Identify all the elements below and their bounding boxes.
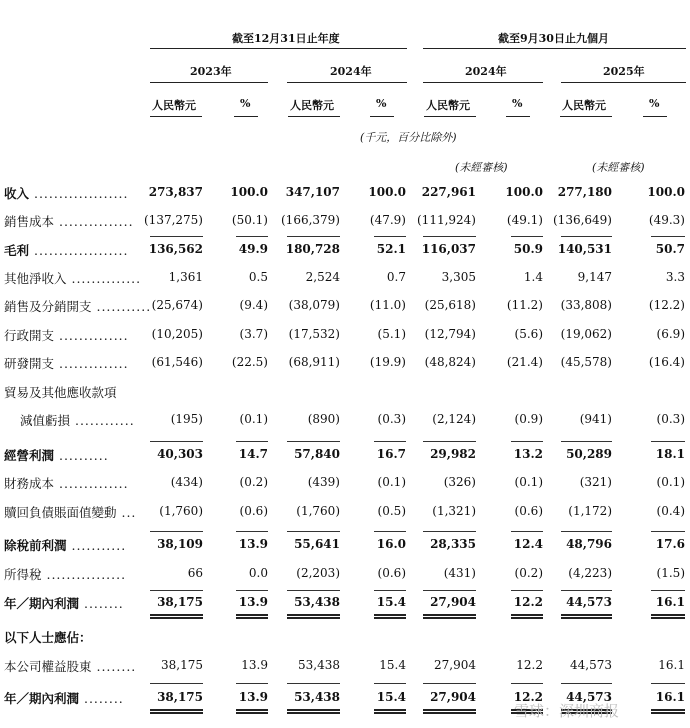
percent-cell: (0.3): [377, 412, 406, 426]
amount-cell: 55,641: [294, 537, 340, 551]
percent-cell: (12.2): [648, 298, 685, 312]
subtotal-rule: [511, 236, 543, 237]
amount-cell: 48,796: [566, 537, 612, 551]
percent-cell: (49.3): [648, 213, 685, 227]
subtotal-rule: [651, 236, 685, 237]
percent-cell: 100.0: [368, 185, 406, 199]
subtotal-rule: [236, 531, 268, 532]
nine-month-group-heading: 截至9月30日止九個月: [498, 32, 609, 45]
amount-cell: 38,175: [157, 690, 203, 704]
percent-cell: 15.4: [379, 658, 406, 672]
total-double-rule: [374, 614, 406, 619]
subtotal-rule: [287, 683, 340, 684]
subtotal-rule: [287, 590, 340, 591]
row-label: [4, 326, 129, 344]
amount-cell: (17,532): [288, 327, 340, 341]
row-label-text: 年／期內利潤: [4, 691, 80, 706]
percent-cell: (0.9): [514, 412, 543, 426]
row-label: [4, 657, 136, 675]
percent-cell: 100.0: [647, 185, 685, 199]
percent-cell: 49.9: [238, 242, 268, 256]
year-group-heading: 截至12月31日止年度: [232, 32, 340, 45]
header-underline: [370, 116, 394, 117]
amount-cell: 2,524: [305, 270, 340, 284]
header-underline: [234, 116, 258, 117]
row-label-text: 貿易及其他應收款項: [4, 385, 117, 400]
amount-cell: (321): [579, 475, 612, 489]
dot-leader: ............: [70, 413, 135, 428]
subtotal-rule: [287, 441, 340, 442]
subtotal-rule: [511, 531, 543, 532]
amount-cell: 40,303: [157, 447, 203, 461]
percent-heading: %: [240, 97, 251, 110]
header-underline: [643, 116, 667, 117]
total-double-rule: [423, 614, 476, 619]
row-label: [4, 446, 109, 464]
year-heading: 2023年: [190, 65, 232, 78]
percent-cell: (11.2): [506, 298, 543, 312]
subtotal-rule: [236, 236, 268, 237]
header-underline: [560, 116, 612, 117]
percent-cell: 16.1: [658, 658, 685, 672]
percent-cell: (47.9): [369, 213, 406, 227]
total-double-rule: [150, 614, 203, 619]
amount-cell: 180,728: [285, 242, 340, 256]
percent-cell: 13.9: [238, 537, 268, 551]
amount-cell: (2,124): [432, 412, 476, 426]
amount-cell: 136,562: [148, 242, 203, 256]
currency-heading: 人民幣元: [426, 99, 470, 112]
subtotal-rule: [150, 683, 203, 684]
percent-cell: (0.1): [656, 475, 685, 489]
total-double-rule: [374, 709, 406, 714]
amount-cell: (25,618): [424, 298, 476, 312]
percent-cell: 100.0: [230, 185, 268, 199]
percent-cell: (0.6): [377, 566, 406, 580]
dot-leader: ..............: [54, 476, 129, 491]
row-label: [4, 503, 136, 521]
row-label-text: 所得稅: [4, 567, 42, 582]
units-note: (千元，百分比除外): [360, 131, 457, 144]
percent-cell: 12.2: [513, 690, 543, 704]
percent-cell: 0.5: [248, 270, 268, 284]
subtotal-rule: [287, 236, 340, 237]
row-label: [4, 212, 134, 230]
row-label: [4, 689, 124, 707]
amount-cell: (136,649): [553, 213, 612, 227]
amount-cell: (61,546): [151, 355, 203, 369]
percent-cell: 13.9: [241, 658, 268, 672]
amount-cell: (1,172): [568, 504, 612, 518]
amount-cell: 44,573: [566, 690, 612, 704]
percent-cell: 50.9: [513, 242, 543, 256]
total-double-rule: [236, 614, 268, 619]
row-label: [4, 565, 126, 583]
percent-cell: 0.0: [248, 566, 268, 580]
dot-leader: ...........: [91, 299, 152, 314]
percent-cell: (9.4): [239, 298, 268, 312]
amount-cell: 116,037: [421, 242, 476, 256]
amount-cell: (12,794): [424, 327, 476, 341]
row-label-text: 收入: [4, 186, 30, 201]
percent-cell: 16.0: [376, 537, 406, 551]
row-label: [4, 297, 151, 315]
percent-cell: (50.1): [231, 213, 268, 227]
amount-cell: (38,079): [288, 298, 340, 312]
currency-heading: 人民幣元: [562, 99, 606, 112]
header-rule: [561, 82, 686, 83]
amount-cell: 3,305: [441, 270, 476, 284]
percent-cell: (16.4): [648, 355, 685, 369]
percent-cell: (6.9): [656, 327, 685, 341]
row-label-text: 銷售及分銷開支: [4, 299, 92, 314]
row-label-text: 研發開支: [4, 356, 55, 371]
unaudited-note: (未經審核): [592, 161, 645, 174]
percent-cell: 16.1: [655, 690, 685, 704]
total-double-rule: [150, 709, 203, 714]
total-double-rule: [651, 709, 685, 714]
amount-cell: (1,760): [296, 504, 340, 518]
header-underline: [424, 116, 476, 117]
subtotal-rule: [651, 531, 685, 532]
percent-cell: (5.1): [377, 327, 406, 341]
subtotal-rule: [150, 441, 203, 442]
total-double-rule: [511, 614, 543, 619]
subtotal-rule: [423, 683, 476, 684]
amount-cell: (19,062): [560, 327, 612, 341]
subtotal-rule: [374, 441, 406, 442]
percent-cell: (0.3): [656, 412, 685, 426]
amount-cell: 44,573: [570, 658, 612, 672]
total-double-rule: [287, 614, 340, 619]
percent-cell: (3.7): [239, 327, 268, 341]
percent-cell: (49.1): [506, 213, 543, 227]
total-double-rule: [287, 709, 340, 714]
amount-cell: (10,205): [151, 327, 203, 341]
percent-heading: %: [649, 97, 660, 110]
subtotal-rule: [236, 683, 268, 684]
total-double-rule: [651, 614, 685, 619]
amount-cell: (326): [443, 475, 476, 489]
dot-leader: ...........: [66, 538, 127, 553]
header-underline: [150, 116, 202, 117]
row-label-text: 行政開支: [4, 328, 55, 343]
row-label-text: 贖回負債賬面值變動: [4, 505, 117, 520]
dot-leader: ................: [41, 567, 127, 582]
percent-cell: 50.7: [655, 242, 685, 256]
percent-cell: (0.2): [239, 475, 268, 489]
subtotal-rule: [150, 531, 203, 532]
percent-cell: (1.5): [656, 566, 685, 580]
amount-cell: 27,904: [434, 658, 476, 672]
currency-heading: 人民幣元: [290, 99, 334, 112]
amount-cell: (166,379): [281, 213, 340, 227]
percent-cell: 13.2: [513, 447, 543, 461]
percent-cell: (0.6): [514, 504, 543, 518]
dot-leader: ..............: [54, 328, 129, 343]
amount-cell: 277,180: [557, 185, 612, 199]
header-rule: [423, 82, 543, 83]
row-label-text: 其他淨收入: [4, 271, 67, 286]
percent-cell: (0.4): [656, 504, 685, 518]
amount-cell: 227,961: [421, 185, 476, 199]
percent-cell: 12.2: [513, 595, 543, 609]
amount-cell: 38,175: [161, 658, 203, 672]
subtotal-rule: [561, 683, 612, 684]
amount-cell: (1,321): [432, 504, 476, 518]
header-underline: [506, 116, 530, 117]
amount-cell: 66: [187, 566, 203, 580]
dot-leader: ........: [79, 691, 124, 706]
amount-cell: 140,531: [557, 242, 612, 256]
amount-cell: 53,438: [294, 595, 340, 609]
row-label: [4, 536, 126, 554]
subtotal-rule: [561, 236, 612, 237]
row-label: [4, 474, 129, 492]
amount-cell: (25,674): [151, 298, 203, 312]
row-label: [4, 241, 128, 259]
percent-cell: (0.6): [239, 504, 268, 518]
percent-cell: (0.5): [377, 504, 406, 518]
row-label: [20, 411, 135, 429]
amount-cell: 27,904: [430, 690, 476, 704]
dot-leader: ...............: [54, 214, 134, 229]
subtotal-rule: [374, 590, 406, 591]
unaudited-note: (未經審核): [455, 161, 508, 174]
subtotal-rule: [423, 590, 476, 591]
row-label-text: 年／期內利潤: [4, 596, 80, 611]
percent-cell: (22.5): [231, 355, 268, 369]
amount-cell: 38,175: [157, 595, 203, 609]
amount-cell: 1,361: [168, 270, 203, 284]
subtotal-rule: [236, 590, 268, 591]
subtotal-rule: [651, 683, 685, 684]
amount-cell: 53,438: [298, 658, 340, 672]
percent-cell: (0.1): [514, 475, 543, 489]
row-label-text: 財務成本: [4, 476, 55, 491]
amount-cell: (111,924): [417, 213, 476, 227]
subtotal-rule: [651, 441, 685, 442]
percent-cell: (5.6): [514, 327, 543, 341]
percent-cell: 100.0: [505, 185, 543, 199]
amount-cell: 28,335: [430, 537, 476, 551]
percent-cell: 15.4: [376, 595, 406, 609]
amount-cell: 273,837: [148, 185, 203, 199]
percent-cell: 18.1: [655, 447, 685, 461]
total-double-rule: [236, 709, 268, 714]
amount-cell: (137,275): [144, 213, 203, 227]
row-label: [4, 594, 124, 612]
percent-heading: %: [512, 97, 523, 110]
percent-cell: (21.4): [506, 355, 543, 369]
dot-leader: ...: [116, 505, 137, 520]
amount-cell: 38,109: [157, 537, 203, 551]
header-rule: [423, 48, 686, 49]
amount-cell: 44,573: [566, 595, 612, 609]
year-heading: 2024年: [465, 65, 507, 78]
amount-cell: 57,840: [294, 447, 340, 461]
subtotal-rule: [651, 590, 685, 591]
dot-leader: ..............: [54, 356, 129, 371]
subtotal-rule: [150, 236, 203, 237]
percent-cell: (0.2): [514, 566, 543, 580]
dot-leader: ........: [91, 659, 137, 674]
row-label-text: 銷售成本: [4, 214, 55, 229]
subtotal-rule: [374, 531, 406, 532]
subtotal-rule: [511, 590, 543, 591]
percent-cell: 17.6: [655, 537, 685, 551]
amount-cell: (1,760): [159, 504, 203, 518]
amount-cell: (48,824): [424, 355, 476, 369]
amount-cell: 347,107: [285, 185, 340, 199]
percent-cell: (19.9): [369, 355, 406, 369]
percent-heading: %: [376, 97, 387, 110]
row-label: [4, 354, 129, 372]
dot-leader: ........: [79, 596, 124, 611]
year-heading: 2024年: [330, 65, 372, 78]
percent-cell: 16.1: [655, 595, 685, 609]
amount-cell: 50,289: [566, 447, 612, 461]
subtotal-rule: [150, 590, 203, 591]
percent-cell: 15.4: [376, 690, 406, 704]
percent-cell: 3.3: [665, 270, 685, 284]
percent-cell: 12.4: [513, 537, 543, 551]
total-double-rule: [561, 614, 612, 619]
subtotal-rule: [561, 531, 612, 532]
dot-leader: ..............: [66, 271, 142, 286]
amount-cell: 9,147: [577, 270, 612, 284]
amount-cell: 27,904: [430, 595, 476, 609]
amount-cell: 29,982: [430, 447, 476, 461]
subtotal-rule: [287, 531, 340, 532]
amount-cell: (941): [579, 412, 612, 426]
amount-cell: (2,203): [296, 566, 340, 580]
subtotal-rule: [511, 441, 543, 442]
percent-cell: 13.9: [238, 690, 268, 704]
watermark: 雪球：深圳商报: [514, 702, 620, 720]
amount-cell: (431): [443, 566, 476, 580]
header-underline: [288, 116, 340, 117]
amount-cell: (33,808): [560, 298, 612, 312]
subtotal-rule: [561, 441, 612, 442]
row-label: [4, 269, 141, 287]
amount-cell: (439): [307, 475, 340, 489]
year-heading: 2025年: [603, 65, 645, 78]
total-double-rule: [423, 709, 476, 714]
dot-leader: ...................: [29, 243, 129, 258]
header-rule: [150, 82, 268, 83]
subtotal-rule: [423, 441, 476, 442]
amount-cell: (68,911): [288, 355, 340, 369]
percent-cell: 1.4: [523, 270, 543, 284]
row-label-text: 經營利潤: [4, 448, 55, 463]
percent-cell: 13.9: [238, 595, 268, 609]
percent-cell: (0.1): [377, 475, 406, 489]
subtotal-rule: [374, 236, 406, 237]
row-label: [4, 628, 92, 646]
percent-cell: 52.1: [376, 242, 406, 256]
row-label: [4, 184, 128, 202]
amount-cell: (195): [170, 412, 203, 426]
subtotal-rule: [511, 683, 543, 684]
percent-cell: 14.7: [238, 447, 268, 461]
percent-cell: 0.7: [386, 270, 406, 284]
row-label: [4, 383, 117, 401]
percent-cell: (11.0): [369, 298, 406, 312]
subtotal-rule: [374, 683, 406, 684]
amount-cell: (4,223): [568, 566, 612, 580]
dot-leader: ..........: [54, 448, 109, 463]
amount-cell: 53,438: [294, 690, 340, 704]
header-rule: [287, 82, 407, 83]
percent-cell: (0.1): [239, 412, 268, 426]
currency-heading: 人民幣元: [152, 99, 196, 112]
dot-leader: ...................: [29, 186, 129, 201]
percent-cell: 12.2: [516, 658, 543, 672]
row-label-text: 本公司權益股東: [4, 659, 92, 674]
amount-cell: (890): [307, 412, 340, 426]
subtotal-rule: [236, 441, 268, 442]
subtotal-rule: [561, 590, 612, 591]
row-label-text: 毛利: [4, 243, 30, 258]
amount-cell: (434): [170, 475, 203, 489]
row-label-text: 以下人士應佔：: [4, 630, 92, 645]
subtotal-rule: [423, 531, 476, 532]
header-rule: [150, 48, 407, 49]
row-label-text: 除稅前利潤: [4, 538, 67, 553]
amount-cell: (45,578): [560, 355, 612, 369]
percent-cell: 16.7: [376, 447, 406, 461]
subtotal-rule: [423, 236, 476, 237]
row-label-text: 減值虧損: [20, 413, 71, 428]
